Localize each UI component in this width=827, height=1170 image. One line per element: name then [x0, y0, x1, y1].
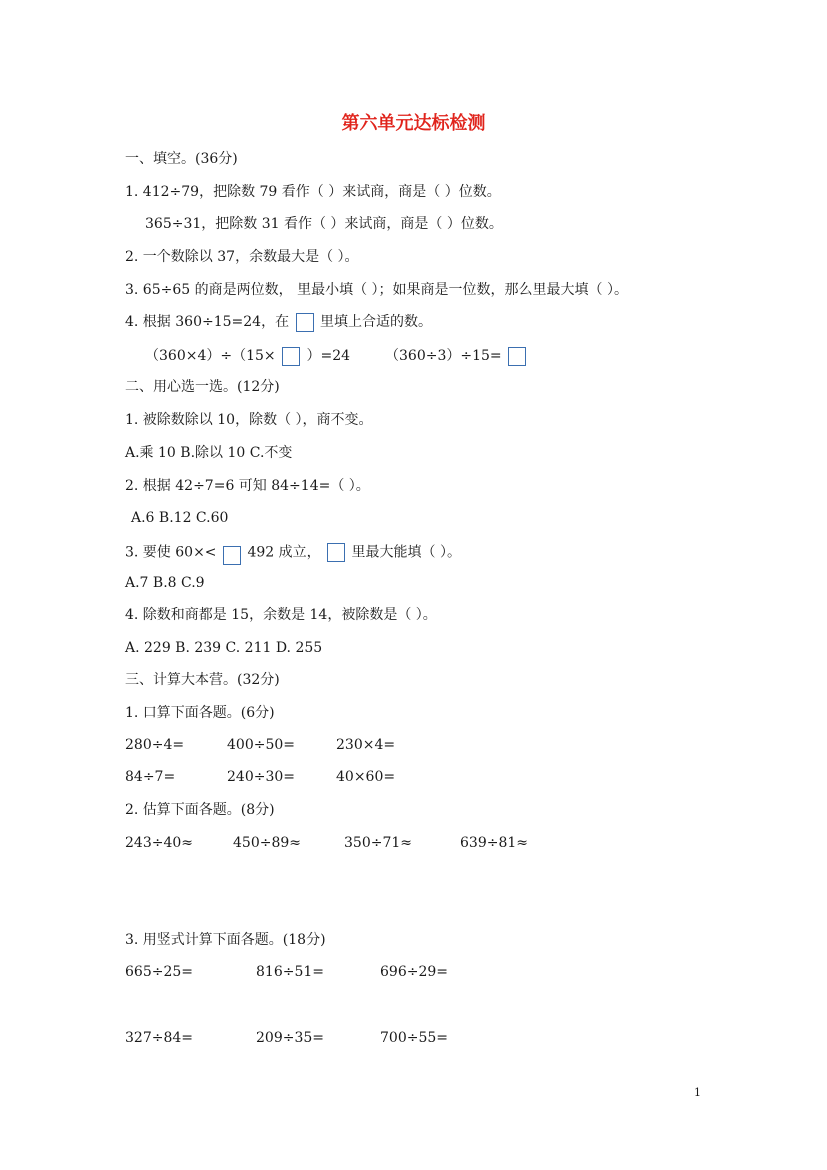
s1-q4-text-before: 4. 根据 360÷15=24，在: [125, 314, 290, 330]
answer-box: [282, 347, 300, 366]
s2-q3-text-2: 492 成立，: [247, 544, 321, 561]
estimate-item: 243÷40≈: [125, 835, 193, 851]
vertical-calc-item: 816÷51=: [256, 964, 324, 980]
oral-calc-item: 40×60=: [336, 769, 396, 785]
eq2-text: （360÷3）÷15=: [385, 348, 502, 364]
s2-question4-options: A. 229 B. 239 C. 211 D. 255: [125, 640, 323, 656]
s2-question2: 2. 根据 42÷7=6 可知 84÷14=（ ）。: [125, 478, 370, 494]
s1-q4-text-after: 里填上合适的数。: [319, 314, 432, 330]
s2-q3-text-1: 3. 要使 60×<: [125, 544, 217, 561]
s2-question1-options: A.乘 10 B.除以 10 C.不变: [125, 445, 293, 461]
s2-question1: 1. 被除数除以 10，除数（ ），商不变。: [125, 412, 373, 428]
oral-calc-item: 400÷50=: [227, 737, 295, 753]
section3-heading: 三、计算大本营。(32分): [125, 672, 280, 688]
s3-part2-heading: 2. 估算下面各题。(8分): [125, 802, 275, 818]
s1-question3: 3. 65÷65 的商是两位数， 里最小填（ ）；如果商是一位数，那么里最大填（ ）。: [125, 282, 628, 298]
eq1-before: （360×4）÷（15×: [145, 348, 276, 364]
eq1-after: ）=24: [306, 348, 351, 364]
section2-heading: 二、用心选一选。(12分): [125, 379, 280, 395]
s2-question3: [125, 540, 461, 565]
answer-box: [508, 347, 526, 366]
page-title: 第六单元达标检测: [341, 113, 486, 134]
vertical-calc-item: 209÷35=: [256, 1030, 324, 1046]
s3-part3-heading: 3. 用竖式计算下面各题。(18分): [125, 932, 326, 948]
answer-box: [327, 543, 345, 562]
s1-question1a: 1. 412÷79，把除数 79 看作（ ）来试商，商是（ ）位数。: [125, 184, 501, 200]
estimate-item: 639÷81≈: [460, 835, 528, 851]
section1-heading: 一、填空。(36分): [125, 151, 238, 167]
page-number: 1: [694, 1086, 701, 1099]
answer-box: [296, 313, 314, 332]
s1-question2: 2. 一个数除以 37，余数最大是（ ）。: [125, 249, 359, 265]
vertical-calc-item: 665÷25=: [125, 964, 193, 980]
s1-question1b: 365÷31，把除数 31 看作（ ）来试商，商是（ ）位数。: [145, 216, 503, 232]
estimate-item: 350÷71≈: [344, 835, 412, 851]
s1-q4-equation1: [145, 346, 350, 366]
s2-q3-text-3: 里最大能填（ ）。: [351, 544, 461, 561]
s1-q4-equation2: [385, 346, 528, 366]
oral-calc-item: 240÷30=: [227, 769, 295, 785]
s2-question2-options: A.6 B.12 C.60: [131, 510, 229, 526]
s2-question3-options: A.7 B.8 C.9: [125, 575, 205, 591]
vertical-calc-item: 327÷84=: [125, 1030, 193, 1046]
oral-calc-item: 84÷7=: [125, 769, 176, 785]
vertical-calc-item: 700÷55=: [380, 1030, 448, 1046]
oral-calc-item: 230×4=: [336, 737, 396, 753]
vertical-calc-item: 696÷29=: [380, 964, 448, 980]
estimate-item: 450÷89≈: [233, 835, 301, 851]
oral-calc-item: 280÷4=: [125, 737, 185, 753]
s3-part1-heading: 1. 口算下面各题。(6分): [125, 705, 275, 721]
answer-box: [223, 546, 241, 565]
s1-question4: [125, 312, 432, 332]
s2-question4: 4. 除数和商都是 15，余数是 14，被除数是（ ）。: [125, 607, 437, 623]
